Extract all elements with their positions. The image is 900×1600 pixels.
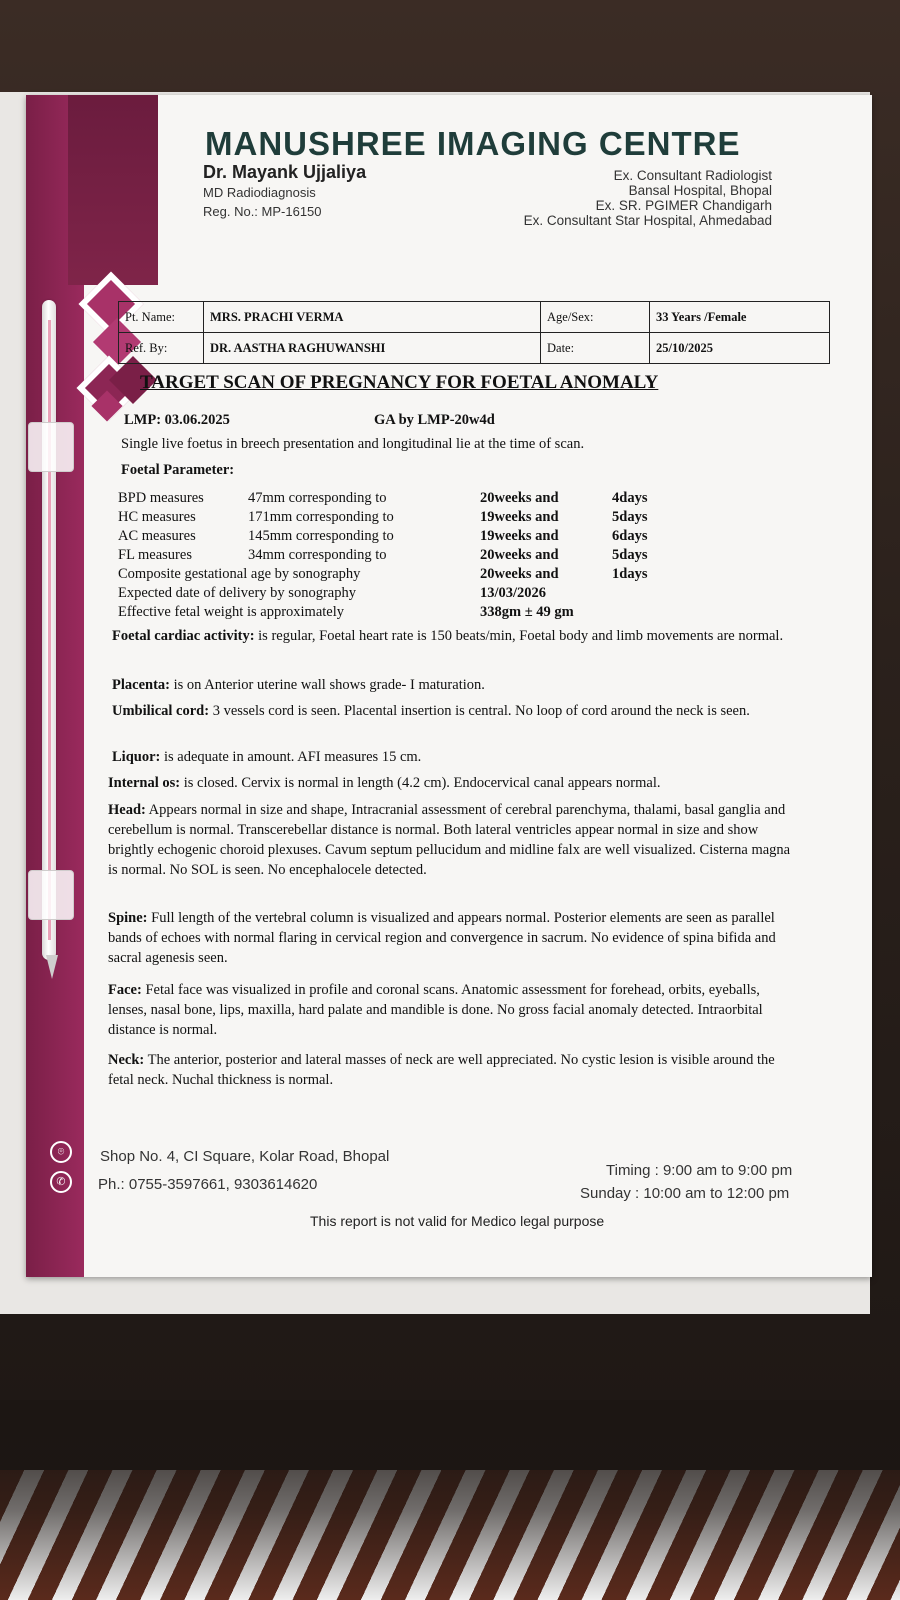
pen-clip <box>28 422 74 472</box>
section-text: Fetal face was visualized in profile and coronal scans. Anatomic assessment for forehead, orbits, eyeballs, lenses, nasal bone, lips, maxilla, hard palate and mandible is done. No gross facial anomaly detected. Intraorbital distance is normal. <box>108 982 763 1038</box>
parameter-label: Composite gestational age by sonography <box>118 566 361 582</box>
footer-timing: Timing : 9:00 am to 9:00 pm <box>606 1162 793 1179</box>
pen-ink-tube <box>48 320 51 940</box>
section-text: Appears normal in size and shape, Intracranial assessment of cerebral parenchyma, thalami, basal ganglia and cerebellum is normal. Transcerebellar distance is normal. Both lateral ventricles appear normal in size and show brightly echogenic choroid plexuses. Cavum septum pellucidum and midline falx are well visualized. Cisterna magna is normal. No SOL is seen. No encephalocele detected. <box>108 802 791 878</box>
age-sex: 33 Years /Female <box>650 302 830 333</box>
parameter-label: AC measures <box>118 528 196 544</box>
parameter-value: 34mm corresponding to <box>248 547 387 563</box>
table-row <box>119 333 830 364</box>
parameter-value: 47mm corresponding to <box>248 490 387 506</box>
patient-name-label: Pt. Name: <box>119 302 204 333</box>
footer-phone: Ph.: 0755-3597661, 9303614620 <box>98 1176 318 1193</box>
footer-sunday: Sunday : 10:00 am to 12:00 pm <box>580 1185 790 1202</box>
credential-line: Ex. Consultant Radiologist <box>613 168 772 183</box>
doctor-degree: MD Radiodiagnosis <box>203 185 316 200</box>
disclaimer: This report is not valid for Medico legal purpose <box>310 1213 605 1229</box>
section-heading: Face: <box>108 982 142 998</box>
section-text: Full length of the vertebral column is visualized and appears normal. Posterior elements are seen as parallel bands of echoes with normal flaring in cervical region and convergence in sacrum. No evidence of spina bifida and sacral agenesis seen. <box>108 910 776 966</box>
gestational-age-lmp: GA by LMP-20w4d <box>374 412 495 428</box>
section-heading: Internal os: <box>108 775 181 791</box>
credential-line: Ex. Consultant Star Hospital, Ahmedabad <box>523 213 772 228</box>
section-text: is on Anterior uterine wall shows grade- I maturation. <box>169 677 485 693</box>
section-heading: Umbilical cord: <box>112 703 210 719</box>
parameter-weeks: 13/03/2026 <box>480 585 547 601</box>
lmp: LMP: 03.06.2025 <box>124 412 230 428</box>
report-section <box>108 800 798 880</box>
centre-name: MANUSHREE IMAGING CENTRE <box>205 125 741 162</box>
parameter-weeks: 19weeks and <box>480 509 559 525</box>
parameter-days: 5days <box>612 509 648 525</box>
parameter-weeks: 338gm ± 49 gm <box>480 604 574 620</box>
report-section <box>112 626 802 646</box>
parameter-weeks: 20weeks and <box>480 547 559 563</box>
credential-line: Ex. SR. PGIMER Chandigarh <box>595 198 772 213</box>
section-text: is regular, Foetal heart rate is 150 beats/min, Foetal body and limb movements are normal. <box>254 628 784 644</box>
table-row <box>119 302 830 333</box>
parameter-label: FL measures <box>118 547 192 563</box>
parameter-weeks: 20weeks and <box>480 490 559 506</box>
section-text: The anterior, posterior and lateral masses of neck are well appreciated. No cystic lesion is visible around the fetal neck. Nuchal thickness is normal. <box>108 1052 775 1088</box>
report-section <box>108 1050 798 1090</box>
section-heading: Foetal cardiac activity: <box>112 628 255 644</box>
parameter-days: 6days <box>612 528 648 544</box>
report-section <box>108 773 798 793</box>
pen <box>26 300 70 980</box>
section-heading: Neck: <box>108 1052 145 1068</box>
parameter-value: 145mm corresponding to <box>248 528 394 544</box>
pen-clip <box>28 870 74 920</box>
section-text: is adequate in amount. AFI measures 15 cm. <box>160 749 422 765</box>
shadow-overlay <box>0 1400 900 1600</box>
section-text: 3 vessels cord is seen. Placental insertion is central. No loop of cord around the neck is seen. <box>209 703 750 719</box>
params-heading: Foetal Parameter: <box>121 462 235 478</box>
section-heading: Placenta: <box>112 677 170 693</box>
phone-icon: ✆ <box>50 1171 72 1193</box>
intro-line: Single live foetus in breech presentation and longitudinal lie at the time of scan. <box>121 436 585 452</box>
pen-tip <box>46 955 58 979</box>
referred-by: DR. AASTHA RAGHUWANSHI <box>204 333 541 364</box>
patient-info-table <box>118 301 830 364</box>
report-section <box>112 747 802 767</box>
report-section <box>112 701 802 721</box>
referred-by-label: Ref. By: <box>119 333 204 364</box>
section-heading: Liquor: <box>112 749 161 765</box>
parameter-label: BPD measures <box>118 490 204 506</box>
parameter-days: 5days <box>612 547 648 563</box>
report-section <box>112 675 802 695</box>
parameter-label: HC measures <box>118 509 196 525</box>
brand-band-top <box>68 95 158 285</box>
patient-name: MRS. PRACHI VERMA <box>204 302 541 333</box>
report-section <box>108 908 798 968</box>
report-section <box>108 980 798 1040</box>
parameter-label: Effective fetal weight is approximately <box>118 604 345 620</box>
credential-line: Bansal Hospital, Bhopal <box>628 183 772 198</box>
parameter-days: 1days <box>612 566 648 582</box>
registration-number: Reg. No.: MP-16150 <box>203 204 322 219</box>
date-label: Date: <box>541 333 650 364</box>
footer-address: Shop No. 4, CI Square, Kolar Road, Bhopal <box>100 1148 390 1165</box>
parameter-value: 171mm corresponding to <box>248 509 394 525</box>
section-text: is closed. Cervix is normal in length (4.2 cm). Endocervical canal appears normal. <box>180 775 661 791</box>
doctor-name: Dr. Mayank Ujjaliya <box>203 162 367 182</box>
section-heading: Spine: <box>108 910 148 926</box>
parameter-weeks: 19weeks and <box>480 528 559 544</box>
report-title: TARGET SCAN OF PREGNANCY FOR FOETAL ANOMALY <box>140 372 659 393</box>
age-sex-label: Age/Sex: <box>541 302 650 333</box>
section-heading: Head: <box>108 802 146 818</box>
report-date: 25/10/2025 <box>650 333 830 364</box>
parameter-weeks: 20weeks and <box>480 566 559 582</box>
parameter-days: 4days <box>612 490 648 506</box>
parameter-label: Expected date of delivery by sonography <box>118 585 356 601</box>
location-pin-icon: ⌾ <box>50 1141 72 1163</box>
